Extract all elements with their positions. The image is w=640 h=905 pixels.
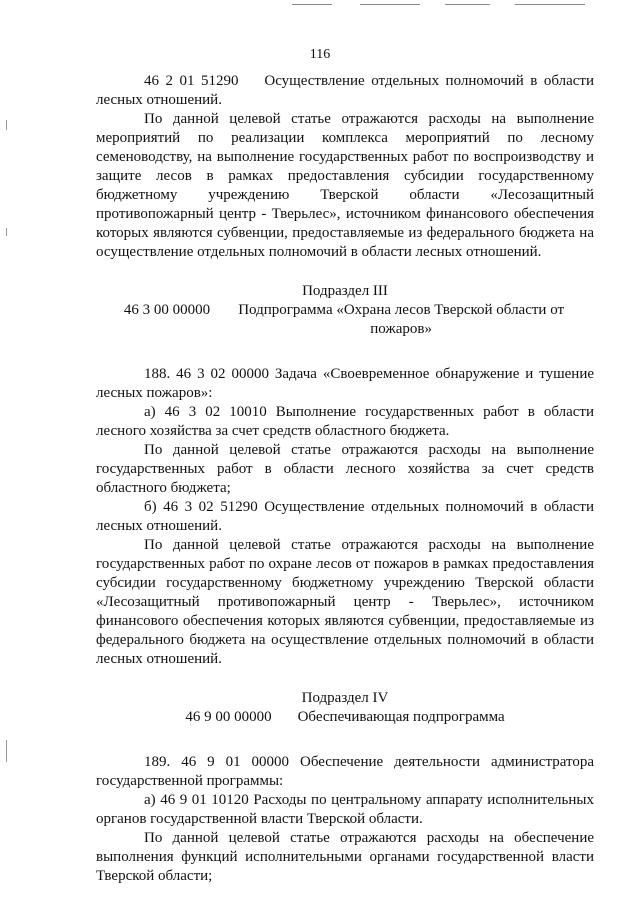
page-number: 116 xyxy=(309,47,331,62)
section-heading-3: Подраздел III xyxy=(302,283,388,299)
section-heading-4: Подраздел IV xyxy=(301,690,389,706)
entry-description: По данной целевой статье отражаются расходы на выполнение мероприятий по реализации комплекса мероприятий по лесному семеноводству, на выполнение государственных работ по воспроизводству и защите лесов в рамках предоставления субсидии государственному бюджетному учреждению Тверской области «Лесозащитный противопожарный центр - Тверьлес», источником финансового обеспечения которых являются субвенции, предоставляемые из федерального бюджета на осуществление отдельных полномочий в области лесных отношений. xyxy=(96,111,594,260)
item-189-a-description: По данной целевой статье отражаются расходы на обеспечение выполнения функций исполнительными органами государственной власти Тверской области; xyxy=(96,830,594,884)
item-188-a-description: По данной целевой статье отражаются расходы на выполнение государственных работ в области лесного хозяйства за счет средств областного бюджета; xyxy=(96,442,594,496)
section-title-4 xyxy=(96,708,594,727)
scan-artifact xyxy=(445,4,490,5)
section-title-text: Обеспечивающая подпрограмма xyxy=(297,709,505,725)
section-title-text: Подпрограмма «Охрана лесов Тверской области от пожаров» xyxy=(238,302,565,337)
item-188-a: а) 46 3 02 10010 Выполнение государственных работ в области лесного хозяйства за счет средств областного бюджета. xyxy=(96,404,594,439)
scan-artifact xyxy=(515,4,585,5)
entry-46-2-01-51290 xyxy=(96,72,594,110)
item-189-heading: 189. 46 9 01 00000 Обеспечение деятельности администратора государственной программы: xyxy=(96,754,594,789)
item-188-b: б) 46 3 02 51290 Осуществление отдельных полномочий в области лесных отношений. xyxy=(96,499,594,534)
document-body xyxy=(96,72,594,886)
scan-artifact xyxy=(6,228,7,236)
section-code: 46 9 00 00000 xyxy=(185,709,272,725)
entry-title: 46 2 01 51290 xyxy=(144,73,239,89)
section-title-3 xyxy=(96,301,594,339)
scan-artifact xyxy=(360,4,420,5)
item-188-b-description: По данной целевой статье отражаются расходы на выполнение государственных работ по охране лесов от пожаров в рамках предоставления субсидии государственному бюджетному учреждению Тверской области «Лесозащитный противопожарный центр - Тверьлес», источником финансового обеспечения которых являются субвенции, предоставляемые из федерального бюджета на осуществление отдельных полномочий в области лесных отношений. xyxy=(96,537,594,667)
scan-artifact xyxy=(6,740,7,762)
section-code: 46 3 00 00000 xyxy=(123,302,211,318)
item-189-a: а) 46 9 01 10120 Расходы по центральному аппарату исполнительных органов государственной власти Тверской области. xyxy=(96,792,594,827)
scan-artifact xyxy=(6,120,7,130)
scan-artifact xyxy=(292,4,332,5)
entry-title-text: Осуществление отдельных полномочий в области лесных отношений. xyxy=(96,73,595,108)
item-188-heading: 188. 46 3 02 00000 Задача «Своевременное обнаружение и тушение лесных пожаров»: xyxy=(96,366,594,401)
